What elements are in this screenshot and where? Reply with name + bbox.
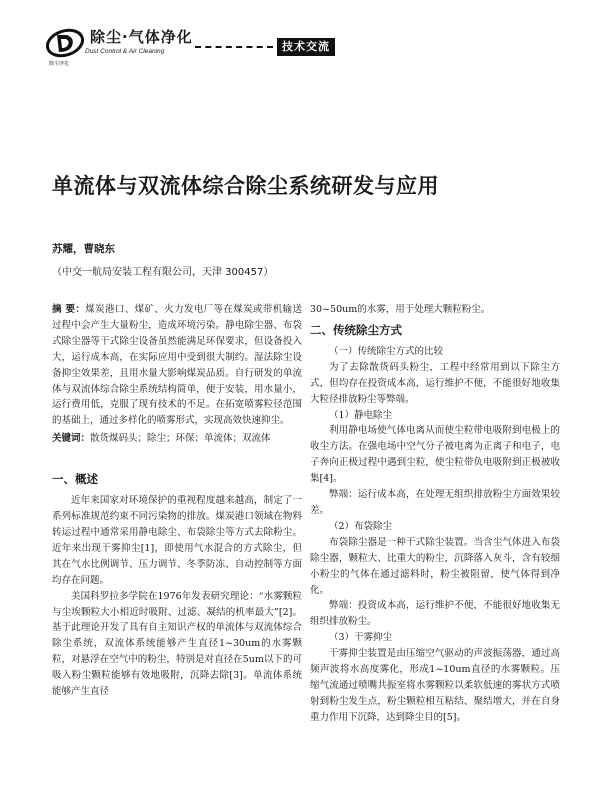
paragraph: 干雾抑尘装置是由压缩空气驱动的声波振荡器，通过高频声波将水高度雾化，形成1~10um直径的水雾颗粒。压缩气流通过喷嘴共振室将水雾颗粒以柔软低速的雾状方式喷射到粉尘发生点，粉尘颗粒相互粘结、聚结增大，并在自身重力作用下沉降，达到降尘目的[5]。: [310, 648, 560, 723]
subsection-heading: （1）静电除尘: [329, 409, 393, 421]
subsection-heading: （3）干雾抑尘: [329, 632, 393, 644]
paper-title: 单流体与双流体综合除尘系统研发与应用: [52, 174, 439, 198]
subsection-heading: （2）布袋除尘: [329, 520, 393, 532]
affiliation: （中交一航局安装工程有限公司，天津 300457）: [52, 267, 274, 278]
left-column: [52, 302, 302, 700]
section-tag: 技术交流: [277, 38, 335, 56]
right-column: [310, 302, 560, 726]
header-divider: [195, 46, 273, 48]
paragraph: 布袋除尘器是一种干式除尘装置。当含尘气体进入布袋除尘器，颗粒大、比重大的粉尘，沉降落入灰斗，含有较细小粉尘的气体在通过滤料时，粉尘被阻留，使气体得到净化。: [310, 536, 560, 596]
journal-name-cn: 除尘·气体净化: [90, 28, 193, 46]
journal-logo-icon: [45, 26, 85, 60]
paragraph: 弊端：运行成本高，在处理无组织排放粉尘方面效果较差。: [310, 489, 560, 516]
authors: 苏耀，曹晓东: [52, 243, 115, 255]
paragraph: 弊端：投资成本高，运行维护不便，不能很好地收集无组织排放粉尘。: [310, 600, 560, 628]
paragraph: 为了去除散货码头粉尘，工程中经常用到以下除尘方式，但均存在投资成本高，运行维护不便，不能很好地收集大粒径排放粉尘等弊端。: [310, 361, 560, 405]
abstract-text: 煤炭港口、煤矿、火力发电厂等在煤炭或带机输送过程中会产生大量粉尘，造成环境污染。静电除尘器、布袋式除尘器等干式除尘设备虽然能满足环保要求，但设备投入大，运行成本高，在实际应用中受到很大制约。湿法除尘设备抑尘效果差，且用水量大影响煤炭品质。自行研发的单流体与双流体综合除尘系统结构简单，便于安装，用水量小，运行费用低，克服了现有技术的不足。在拓宽喷雾粒径范围的基础上，通过多样化的喷雾形式，实现高效快速抑尘。: [52, 304, 302, 427]
keywords-label: 关键词：: [52, 433, 91, 445]
abstract-label: 摘 要：: [52, 304, 86, 315]
section-heading-traditional: 二、传统除尘方式: [310, 322, 402, 337]
subsection-heading: （一）传统除尘方式的比较: [329, 345, 444, 357]
paragraph: 美国科罗拉多学院在1976年发表研究理论：“水雾颗粒与尘埃颗粒大小相近时吸附、过滤、凝结的机率最大”[2]。基于此理论开发了具有自主知识产权的单流体与双流体综合除尘系统，双流体系统能够产生直径1~30um的水雾颗粒，对悬浮在空气中的粉尘，特别是对直径在5um以下的可吸入粉尘颗粒能够有效地吸附，沉降去除[3]。单流体系统能够产生直径: [52, 590, 302, 698]
paragraph-continued: 30~50um的水雾，用于处理大颗粒粉尘。: [310, 304, 491, 315]
section-heading-overview: 一、概述: [52, 472, 98, 487]
journal-header: [45, 18, 555, 66]
journal-logo-caption: 除尘净化: [49, 61, 70, 67]
journal-name-en: Dust Control & Air Cleaning: [85, 48, 165, 55]
keywords-text: 散货煤码头；除尘；环保；单流体；双流体: [90, 433, 271, 445]
paragraph: 利用静电场使气体电离从而使尘粒带电吸附到电极上的收尘方法。在强电场中空气分子被电离为正离子和电子，电子奔向正极过程中遇到尘粒，使尘粒带负电吸附到正极被收集[4]。: [310, 425, 560, 485]
paragraph: 近年来国家对环境保护的重视程度越来越高，制定了一系列标准规范约束不同污染物的排放。煤炭港口领域在物料转运过程中通常采用静电除尘、布袋除尘等方式去除粉尘。近年来出现干雾抑尘[1]，即使用气水混合的方式除尘，但其在气水比例调节、压力调节、冬季防冻、自动控制等方面均存在问题。: [52, 495, 302, 586]
abstract: [52, 302, 302, 429]
keywords: [52, 431, 302, 447]
